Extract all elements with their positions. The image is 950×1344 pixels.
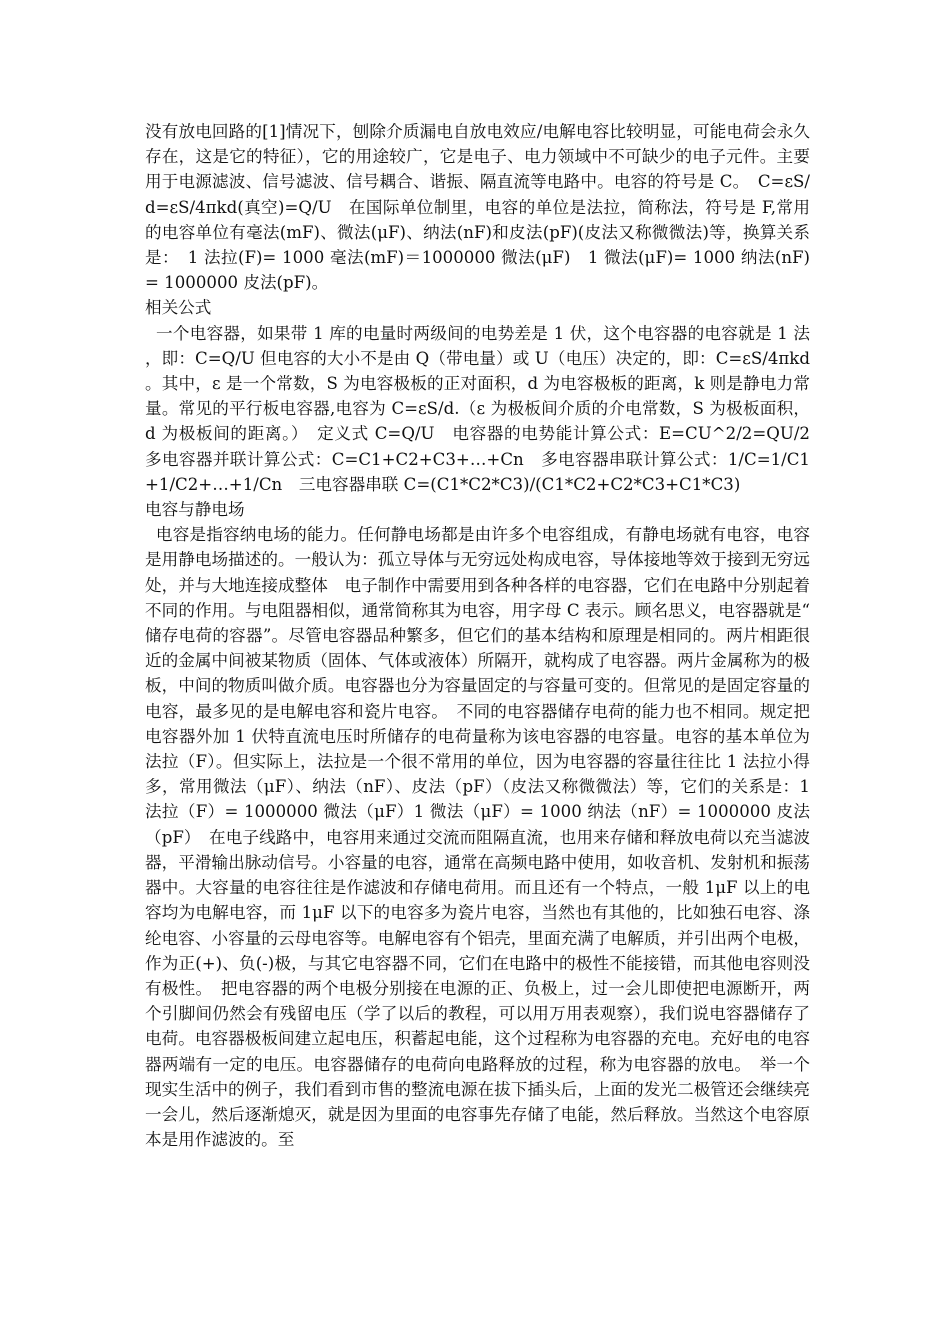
electrostatic-paragraph: 电容是指容纳电场的能力。任何静电场都是由许多个电容组成，有静电场就有电容，电容是用静电场描述的。一般认为：孤立导体与无穷远处构成电容，导体接地等效于接到无穷远处，并与大地连接成整体 电子制作中需要用到各种各样的电容器，它们在电路中分别起着不同的作用。与电阻器相似，通常简称其为电容，用字母 C 表示。顾名思义，电容器就是“储存电荷的容器”。尽管电容器品种繁多，但它们的基本结构和原理是相同的。两片相距很近的金属中间被某物质（固体、气体或液体）所隔开，就构成了电容器。两片金属称为的极板，中间的物质叫做介质。电容器也分为容量固定的与容量可变的。但常见的是固定容量的电容，最多见的是电解电容和瓷片电容。 不同的电容器储存电荷的能力也不相同。规定把电容器外加 1 伏特直流电压时所储存的电荷量称为该电容器的电容量。电容的基本单位为法拉（F）。但实际上，法拉是一个很不常用的单位，因为电容器的容量往往比 1 法拉小得多，常用微法（μF）、纳法（nF）、皮法（pF）（皮法又称微微法）等，它们的关系是：1 法拉（F）= 1000000 微法（μF）1 微法（μF）= 1000 纳法（nF）= 1000000 皮法（pF） 在电子线路中，电容用来通过交流而阻隔直流，也用来存储和释放电荷以充当滤波器，平滑输出脉动信号。小容量的电容，通常在高频电路中使用，如收音机、发射机和振荡器中。大容量的电容往往是作滤波和存储电荷用。而且还有一个特点，一般 1μF 以上的电容均为电解电容，而 1μF 以下的电容多为瓷片电容，当然也有其他的，比如独石电容、涤纶电容、小容量的云母电容等。电解电容有个铝壳，里面充满了电解质，并引出两个电极，作为正(+)、负(-)极，与其它电容器不同，它们在电路中的极性不能接错，而其他电容则没有极性。 把电容器的两个电极分别接在电源的正、负极上，过一会儿即使把电源断开，两个引脚间仍然会有残留电压（学了以后的教程，可以用万用表观察），我们说电容器储存了电荷。电容器极板间建立起电压，积蓄起电能，这个过程称为电容器的充电。充好电的电容器两端有一定的电压。电容器储存的电荷向电路释放的过程，称为电容器的放电。 举一个现实生活中的例子，我们看到市售的整流电源在拔下插头后，上面的发光二极管还会继续亮一会儿，然后逐渐熄灭，就是因为里面的电容事先存储了电能，然后释放。当然这个电容原本是用作滤波的。至	[145, 525, 816, 1150]
intro-paragraph: 没有放电回路的[1]情况下，刨除介质漏电自放电效应/电解电容比较明显，可能电荷会永久存在，这是它的特征），它的用途较广，它是电子、电力领域中不可缺少的电子元件。主要用于电源滤波、信号滤波、信号耦合、谐振、隔直流等电路中。电容的符号是 C。 C=εS/d=εS/4πkd(真空)=Q/U 在国际单位制里，电容的单位是法拉，简称法，符号是 F,常用的电容单位有毫法(mF)、微法(μF)、纳法(nF)和皮法(pF)(皮法又称微微法)等，换算关系是： 1 法拉(F)= 1000 毫法(mF)＝1000000 微法(μF) 1 微法(μF)= 1000 纳法(nF)= 1000000 皮法(pF)。	[145, 122, 810, 293]
section-heading-electrostatic: 电容与静电场	[145, 500, 245, 520]
section-heading-formulas: 相关公式	[145, 298, 212, 318]
formulas-paragraph: 一个电容器，如果带 1 库的电量时两级间的电势差是 1 伏，这个电容器的电容就是 1 法，即：C=Q/U 但电容的大小不是由 Q（带电量）或 U（电压）决定的，即：C=εS/4πkd 。其中，ε 是一个常数，S 为电容极板的正对面积，d 为电容极板的距离，k 则是静电力常量。常见的平行板电容器,电容为 C=εS/d.（ε 为极板间介质的介电常数，S 为极板面积，d 为极板间的距离。） 定义式 C=Q/U 电容器的电势能计算公式：E=CU^2/2=QU/2 多电容器并联计算公式：C=C1+C2+C3+…+Cn 多电容器串联计算公式：1/C=1/C1+1/C2+…+1/Cn 三电容器串联 C=(C1*C2*C3)/(C1*C2+C2*C3+C1*C3)	[145, 323, 827, 494]
document-body	[145, 119, 827, 1152]
